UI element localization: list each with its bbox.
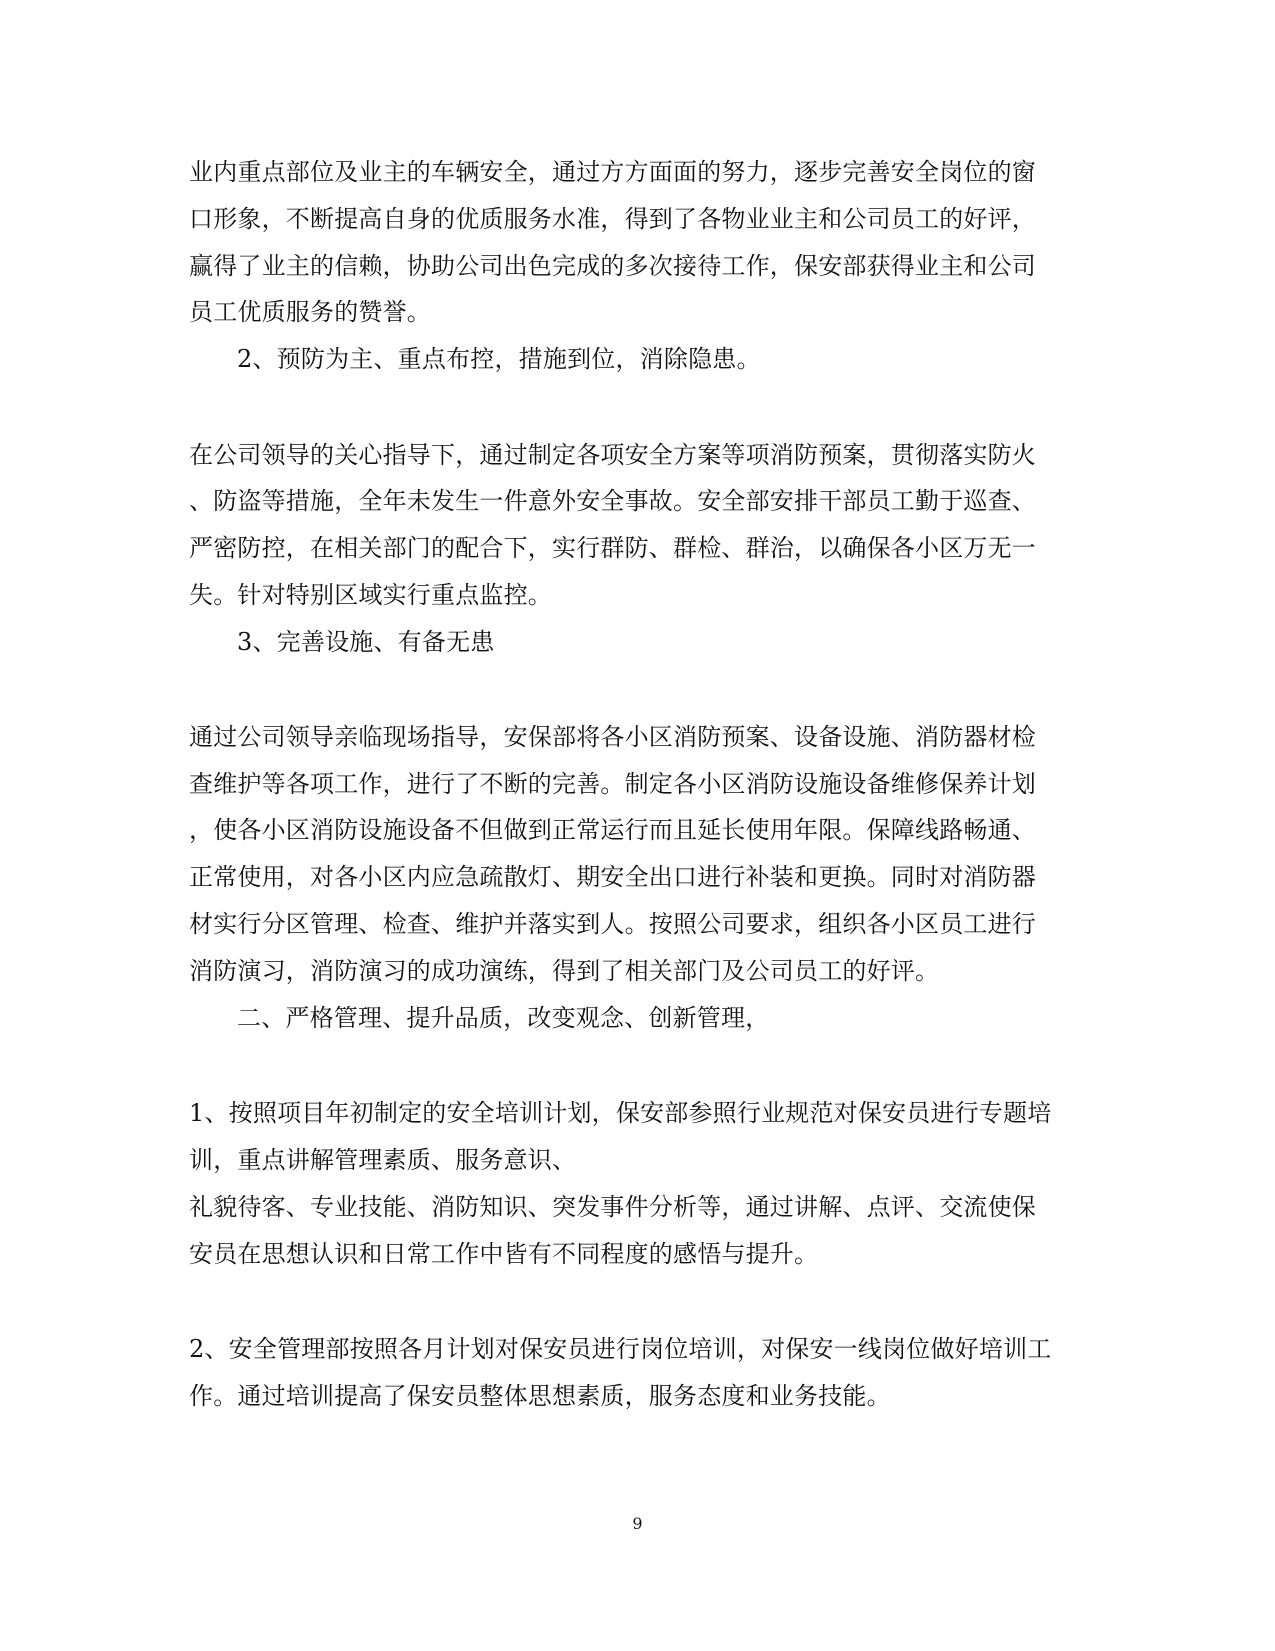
text-line: 口形象，不断提高自身的优质服务水准，得到了各物业业主和公司员工的好评， xyxy=(189,205,1036,233)
page-number: 9 xyxy=(632,1514,643,1533)
text-line: 训，重点讲解管理素质、服务意识、 xyxy=(189,1146,577,1174)
section-heading: 2、预防为主、重点布控，措施到位，消除隐患。 xyxy=(237,345,761,373)
text-line: 业内重点部位及业主的车辆安全，通过方方面面的努力，逐步完善安全岗位的窗 xyxy=(189,158,1036,186)
text-line: 在公司领导的关心指导下，通过制定各项安全方案等项消防预案，贯彻落实防火 xyxy=(189,441,1036,469)
section-heading: 二、严格管理、提升品质，改变观念、创新管理， xyxy=(237,1004,770,1032)
text-line: 、防盗等措施，全年未发生一件意外安全事故。安全部安排干部员工勤于巡查、 xyxy=(189,487,1036,515)
text-line: 失。针对特别区域实行重点监控。 xyxy=(189,581,552,609)
text-line: 2、安全管理部按照各月计划对保安员进行岗位培训，对保安一线岗位做好培训工 xyxy=(189,1335,1052,1363)
text-line: 正常使用，对各小区内应急疏散灯、期安全出口进行补装和更换。同时对消防器 xyxy=(189,863,1036,891)
text-line: ，使各小区消防设施设备不但做到正常运行而且延长使用年限。保障线路畅通、 xyxy=(189,816,1036,844)
text-line: 礼貌待客、专业技能、消防知识、突发事件分析等，通过讲解、点评、交流使保 xyxy=(189,1193,1036,1221)
text-line: 查维护等各项工作，进行了不断的完善。制定各小区消防设施设备维修保养计划 xyxy=(189,770,1036,798)
text-line: 作。通过培训提高了保安员整体思想素质，服务态度和业务技能。 xyxy=(189,1382,891,1410)
text-line: 1、按照项目年初制定的安全培训计划，保安部参照行业规范对保安员进行专题培 xyxy=(189,1099,1052,1127)
text-line: 安员在思想认识和日常工作中皆有不同程度的感悟与提升。 xyxy=(189,1240,819,1268)
text-line: 消防演习，消防演习的成功演练，得到了相关部门及公司员工的好评。 xyxy=(189,957,940,985)
text-line: 通过公司领导亲临现场指导，安保部将各小区消防预案、设备设施、消防器材检 xyxy=(189,723,1036,751)
text-line: 材实行分区管理、检查、维护并落实到人。按照公司要求，组织各小区员工进行 xyxy=(189,910,1036,938)
text-line: 赢得了业主的信赖，协助公司出色完成的多次接待工作，保安部获得业主和公司 xyxy=(189,252,1036,280)
section-heading: 3、完善设施、有备无患 xyxy=(237,628,495,656)
text-line: 员工优质服务的赞誉。 xyxy=(189,298,431,326)
text-line: 严密防控，在相关部门的配合下，实行群防、群检、群治，以确保各小区万无一 xyxy=(189,534,1036,562)
